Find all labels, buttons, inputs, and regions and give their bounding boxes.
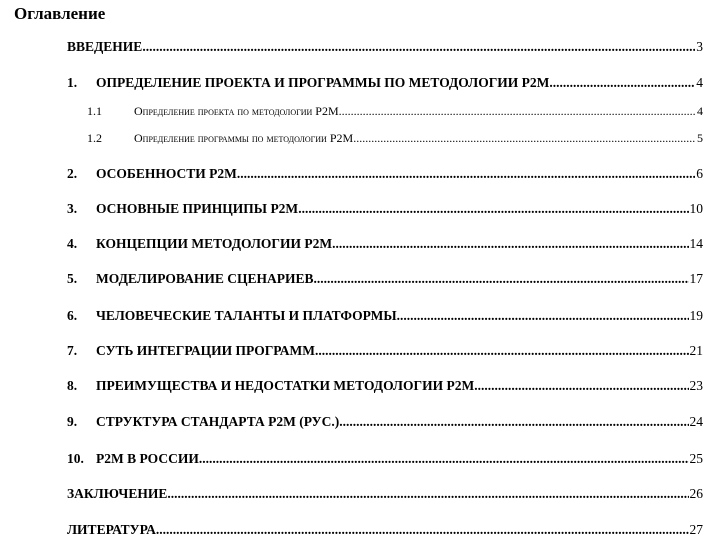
toc-entry-title: ЛИТЕРАТУРА — [67, 522, 156, 537]
toc-entry-number: 6. — [67, 308, 78, 323]
toc-entry-title: ЧЕЛОВЕЧЕСКИЕ ТАЛАНТЫ И ПЛАТФОРМЫ — [96, 308, 397, 323]
toc-dot-leader — [167, 484, 688, 504]
toc-entry-title: СУТЬ ИНТЕГРАЦИИ ПРОГРАММ — [96, 343, 316, 358]
toc-entry-number: 1. — [67, 75, 78, 90]
toc-dot-leader — [156, 520, 689, 540]
toc-entry-page: 6 — [696, 166, 703, 181]
toc-entry-title: ВВЕДЕНИЕ — [67, 39, 143, 54]
toc-entry-page: 21 — [689, 343, 703, 358]
toc-entry-number: 5. — [67, 271, 78, 286]
toc-entry-page: 5 — [697, 131, 703, 145]
toc-entry-page: 27 — [689, 522, 703, 537]
toc-dot-leader — [332, 234, 688, 254]
toc-entry-5[interactable] — [0, 269, 715, 289]
toc-entry-number: 8. — [67, 378, 78, 393]
toc-entry-page: 3 — [696, 39, 703, 54]
toc-entry-page: 4 — [697, 104, 703, 118]
toc-dot-leader — [199, 449, 689, 469]
toc-entry-title: ПРЕИМУЩЕСТВА И НЕДОСТАТКИ МЕТОДОЛОГИИ P2M — [96, 378, 475, 393]
toc-entry-number: 2. — [67, 166, 78, 181]
toc-entry-1-1[interactable] — [0, 101, 715, 121]
toc-dot-leader — [315, 341, 688, 361]
toc-dot-leader — [298, 199, 688, 219]
toc-entry-number: 1.1 — [87, 104, 102, 118]
toc-entry-9[interactable] — [0, 412, 715, 432]
toc-dot-leader — [353, 128, 696, 148]
toc-entry-number: 3. — [67, 201, 78, 216]
toc-entry-title: ОСОБЕННОСТИ P2M — [96, 166, 237, 181]
toc-entry-page: 26 — [689, 486, 703, 501]
toc-dot-leader — [339, 101, 696, 121]
toc-heading: Оглавление — [14, 4, 106, 23]
toc-entry-7[interactable] — [0, 341, 715, 361]
toc-dot-leader — [142, 37, 695, 57]
toc-entry-introduction[interactable] — [0, 37, 715, 57]
toc-entry-page: 4 — [696, 75, 703, 90]
toc-entry-number: 1.2 — [87, 131, 102, 145]
toc-entry-title: ЗАКЛЮЧЕНИЕ — [67, 486, 168, 501]
toc-entry-page: 10 — [689, 201, 703, 216]
toc-dot-leader — [474, 376, 688, 396]
toc-entry-title: МОДЕЛИРОВАНИЕ СЦЕНАРИЕВ — [96, 271, 314, 286]
toc-entry-title: ОСНОВНЫЕ ПРИНЦИПЫ P2M — [96, 201, 299, 216]
toc-entry-1[interactable] — [0, 73, 715, 93]
toc-dot-leader — [339, 412, 688, 432]
toc-entry-1-2[interactable] — [0, 128, 715, 148]
toc-entry-3[interactable] — [0, 199, 715, 219]
toc-entry-title: P2M В РОССИИ — [96, 451, 199, 466]
toc-entry-title: Определение проекта по методологии P2M — [134, 104, 339, 118]
toc-entry-page: 19 — [689, 308, 703, 323]
toc-dot-leader — [549, 73, 695, 93]
toc-entry-page: 23 — [689, 378, 703, 393]
toc-entry-number: 7. — [67, 343, 78, 358]
toc-entry-references[interactable] — [0, 520, 715, 540]
toc-dot-leader — [313, 269, 688, 289]
toc-entry-number: 4. — [67, 236, 78, 251]
toc-entry-conclusion[interactable] — [0, 484, 715, 504]
toc-entry-title: Определение программы по методологии P2M — [134, 131, 354, 145]
toc-entry-10[interactable] — [0, 449, 715, 469]
toc-entry-title: СТРУКТУРА СТАНДАРТА P2M (РУС.) — [96, 414, 340, 429]
toc-entry-number: 9. — [67, 414, 78, 429]
toc-entry-4[interactable] — [0, 234, 715, 254]
toc-entry-2[interactable] — [0, 164, 715, 184]
toc-entry-page: 14 — [689, 236, 703, 251]
toc-entry-page: 24 — [689, 414, 703, 429]
toc-entry-page: 17 — [689, 271, 703, 286]
toc-entry-title: ОПРЕДЕЛЕНИЕ ПРОЕКТА И ПРОГРАММЫ ПО МЕТОДОЛОГИИ P2M — [96, 75, 550, 90]
toc-dot-leader — [397, 306, 689, 326]
toc-entry-number: 10. — [67, 451, 84, 466]
toc-entry-8[interactable] — [0, 376, 715, 396]
toc-entry-title: КОНЦЕПЦИИ МЕТОДОЛОГИИ P2M — [96, 236, 333, 251]
toc-entry-6[interactable] — [0, 306, 715, 326]
toc-entry-page: 25 — [689, 451, 703, 466]
toc-dot-leader — [237, 164, 695, 184]
